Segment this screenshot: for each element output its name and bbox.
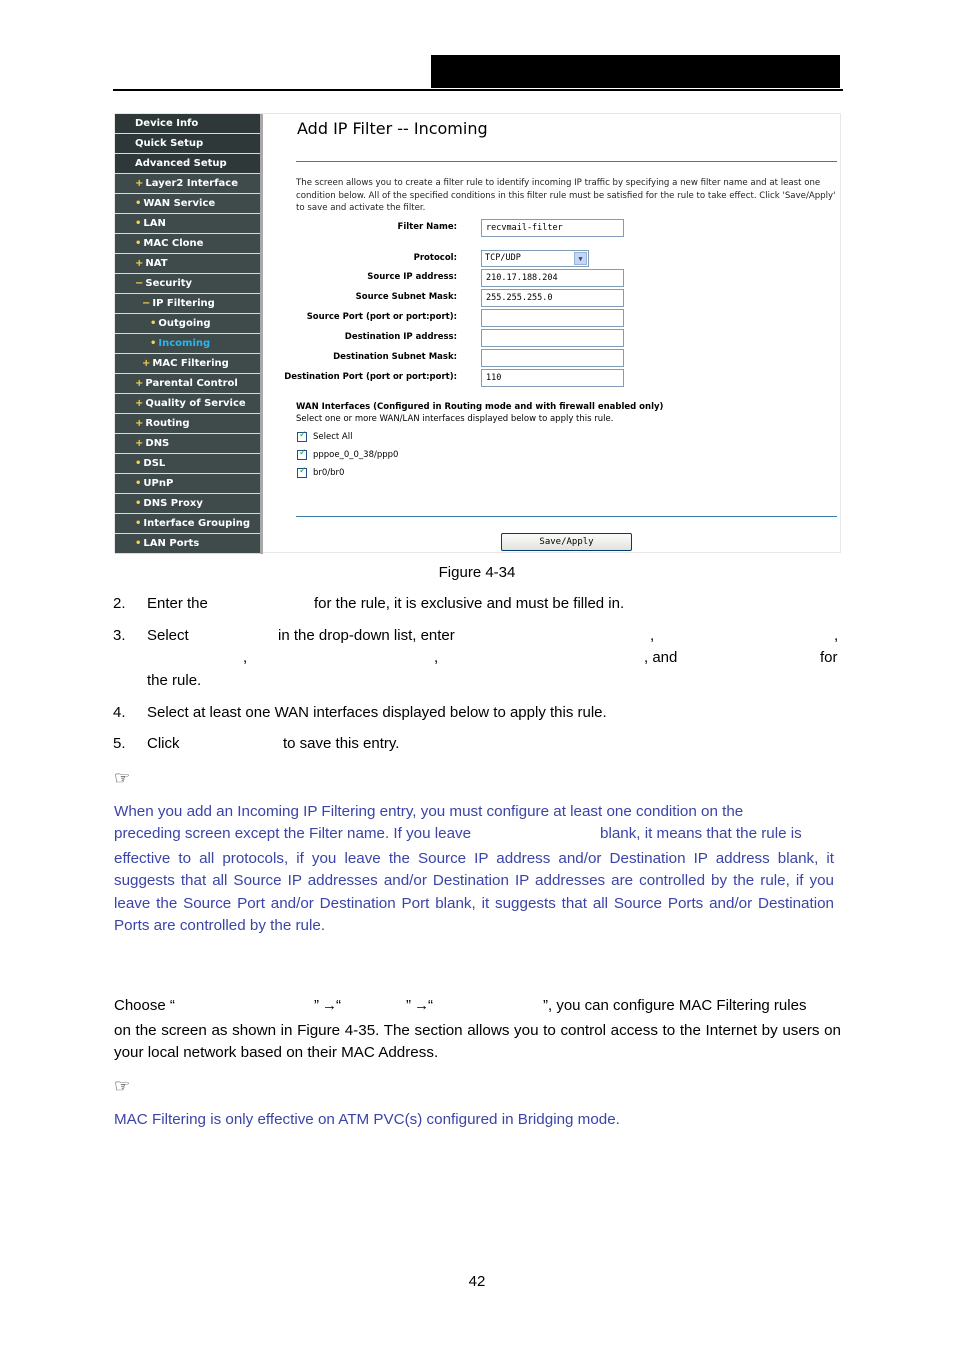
sidebar-item[interactable] [115,394,263,413]
chevron-down-icon[interactable]: ▼ [574,252,587,265]
wan-checkbox-row[interactable] [297,432,352,444]
src-port-label: Source Port (port or port:port): [306,312,457,322]
sidebar-item-label: DSL [143,458,166,469]
protocol-label: Protocol: [413,253,457,263]
sidebar-item-label: LAN [143,218,166,229]
sidebar-item[interactable] [115,234,263,253]
protocol-row [263,250,842,268]
step-text: , [650,627,655,644]
bullet-icon: • [135,538,142,549]
sidebar-item-label: MAC Clone [143,238,204,249]
src-mask-row [263,289,842,307]
para-text: ” [406,997,411,1014]
sidebar-item[interactable] [115,154,263,173]
wan-checkbox-row[interactable] [297,450,398,462]
src-ip-row [263,269,842,287]
sidebar-item[interactable] [115,174,263,193]
sidebar-item-label: MAC Filtering [152,358,229,369]
bullet-icon: − [142,298,151,309]
sidebar-item[interactable] [115,434,263,453]
dst-ip-input[interactable] [481,329,624,347]
pointing-hand-icon: ☞ [114,1076,131,1096]
bullet-icon: • [135,218,142,229]
step-text: Click [147,735,180,752]
sidebar-item[interactable] [115,354,263,373]
para-text: Choose “ [114,997,175,1014]
step-number: 4. [113,704,126,721]
sidebar-item-label: WAN Service [143,198,216,209]
bullet-icon: − [135,278,144,289]
sidebar-item-label: Routing [145,418,190,429]
para-text: “ [336,997,341,1014]
sidebar-item-label: UPnP [143,478,174,489]
figure-caption: Figure 4-34 [438,564,516,581]
step-number: 5. [113,735,126,752]
para-text: “ [428,997,433,1014]
step-text: the rule. [147,672,202,689]
page-number: 42 [468,1273,486,1290]
step-number: 2. [113,595,126,612]
src-ip-input[interactable]: 210.17.188.204 [481,269,624,287]
figure-screenshot [114,113,841,553]
bullet-icon: • [135,458,142,469]
wan-checkbox-label: br0/br0 [313,468,345,478]
checkbox-checked-icon[interactable] [297,468,307,478]
dst-mask-row [263,349,842,367]
sidebar-item-label: LAN Ports [143,538,200,549]
sidebar-item-label: Layer2 Interface [145,178,239,189]
arrow-right-icon: → [414,997,429,1014]
bullet-icon: + [135,438,144,449]
sidebar-item-label: Device Info [135,118,199,129]
save-apply-button[interactable]: Save/Apply [501,533,632,551]
step-text: , [834,627,839,644]
bullet-icon: + [142,358,151,369]
sidebar-item[interactable] [115,254,263,273]
bullet-icon: + [135,178,144,189]
sidebar-item[interactable] [115,214,263,233]
step-text: in the drop-down list, enter [278,627,455,644]
bullet-icon: + [135,398,144,409]
sidebar-item[interactable] [115,454,263,473]
bullet-icon: • [135,198,142,209]
pointing-hand-icon: ☞ [114,768,131,788]
filter-name-label: Filter Name: [397,222,457,232]
bullet-icon: • [150,338,157,349]
sidebar-item-label: IP Filtering [152,298,215,309]
header-rule [113,89,843,91]
dst-port-input[interactable]: 110 [481,369,624,387]
divider-top [296,161,837,162]
filter-name-row [263,219,842,237]
dst-port-row [263,369,842,387]
sidebar-item-label: DNS Proxy [143,498,203,509]
protocol-select-value: TCP/UDP [485,253,521,263]
protocol-select[interactable] [481,250,589,267]
step-text: , and [644,649,678,666]
sidebar-item[interactable] [115,314,263,333]
dst-ip-label: Destination IP address: [344,332,457,342]
sidebar-item[interactable] [115,194,263,213]
sidebar-item[interactable] [115,534,263,553]
sidebar-item[interactable] [115,134,263,153]
step-text: for [820,649,838,666]
wan-checkbox-label: Select All [313,432,353,442]
bullet-icon: • [135,478,142,489]
wan-checkbox-row[interactable] [297,468,344,480]
sidebar-item-label: Outgoing [158,318,211,329]
dst-mask-label: Destination Subnet Mask: [333,352,457,362]
step-text: Select [147,627,189,644]
sidebar-item[interactable] [115,334,263,353]
checkbox-checked-icon[interactable] [297,432,307,442]
divider-bottom [296,516,837,517]
arrow-right-icon: → [322,997,337,1014]
step-number: 3. [113,627,126,644]
para-text: ”, you can configure MAC Filtering rules [543,997,807,1014]
step-text: to save this entry. [283,735,400,752]
note-text: effective to all protocols, if you leave the Source IP address and/or Destination IP address blank, it suggests that all Source IP addresses and/or Destination IP addresses are controlled by the rule, if you leave the Source Port and/or Destination Port blank, it suggests that all Source Ports and/or Destination Ports are controlled by the rule. [114,850,834,934]
sidebar-item[interactable] [115,494,263,513]
header-bar [431,55,840,88]
sidebar-item-label: Interface Grouping [143,518,251,529]
sidebar-item[interactable] [115,114,263,133]
para-text: ” [314,997,319,1014]
wan-interfaces-desc: Select one or more WAN/LAN interfaces displayed below to apply this rule. [296,414,614,424]
page-description: The screen allows you to create a filter rule to identify incoming IP traffic by specifying a new filter name and at least one condition below. All of the specified conditions in this filter rule must be satisfied for the rule to take effect. Click 'Save/Apply' to save and activate the filter. [296,178,836,213]
note-text: blank, it means that the rule is [600,825,802,842]
src-mask-input[interactable]: 255.255.255.0 [481,289,624,307]
bullet-icon: • [150,318,157,329]
src-port-row [263,309,842,327]
sidebar-item[interactable] [115,374,263,393]
sidebar-menu [115,114,263,554]
bullet-icon: + [135,418,144,429]
filter-name-input[interactable]: recvmail-filter [481,219,624,237]
step-text: Enter the [147,595,208,612]
page-title: Add IP Filter -- Incoming [297,119,488,138]
sidebar-item[interactable] [115,474,263,493]
src-ip-label: Source IP address: [367,272,457,282]
bullet-icon: • [135,238,142,249]
sidebar-item-label: NAT [145,258,168,269]
bullet-icon: • [135,498,142,509]
sidebar-item-label: Parental Control [145,378,238,389]
bullet-icon: + [135,258,144,269]
sidebar-item[interactable] [115,294,263,313]
dst-ip-row [263,329,842,347]
step-text: , [434,649,439,666]
bullet-icon: + [135,378,144,389]
sidebar-item-label: Incoming [158,338,211,349]
sidebar-item-label: DNS [145,438,170,449]
sidebar-item-label: Quality of Service [145,398,246,409]
step-text: for the rule, it is exclusive and must be filled in. [314,595,625,612]
dst-mask-input[interactable] [481,349,624,367]
checkbox-checked-icon[interactable] [297,450,307,460]
src-mask-label: Source Subnet Mask: [355,292,457,302]
sidebar-item[interactable] [115,414,263,433]
wan-checkbox-label: pppoe_0_0_38/ppp0 [313,450,399,460]
step-text: Select at least one WAN interfaces displayed below to apply this rule. [147,704,607,721]
src-port-input[interactable] [481,309,624,327]
sidebar-item[interactable] [115,514,263,533]
sidebar-item-label: Advanced Setup [135,158,227,169]
sidebar-item[interactable] [115,274,263,293]
note-text: When you add an Incoming IP Filtering entry, you must configure at least one condition on the [114,803,744,820]
para-text: on the screen as shown in Figure 4-35. The section allows you to control access to the Internet by users on your local network based on their MAC Address. [114,1022,841,1062]
dst-port-label: Destination Port (port or port:port): [284,372,457,382]
main-panel [263,114,842,554]
note-text: preceding screen except the Filter name. If you leave [114,825,472,842]
wan-interfaces-title: WAN Interfaces (Configured in Routing mode and with firewall enabled only) [296,402,664,412]
note-text: MAC Filtering is only effective on ATM PVC(s) configured in Bridging mode. [114,1111,620,1128]
sidebar-item-label: Quick Setup [135,138,204,149]
bullet-icon: • [135,518,142,529]
step-text: , [243,649,248,666]
sidebar-item-label: Security [145,278,193,289]
